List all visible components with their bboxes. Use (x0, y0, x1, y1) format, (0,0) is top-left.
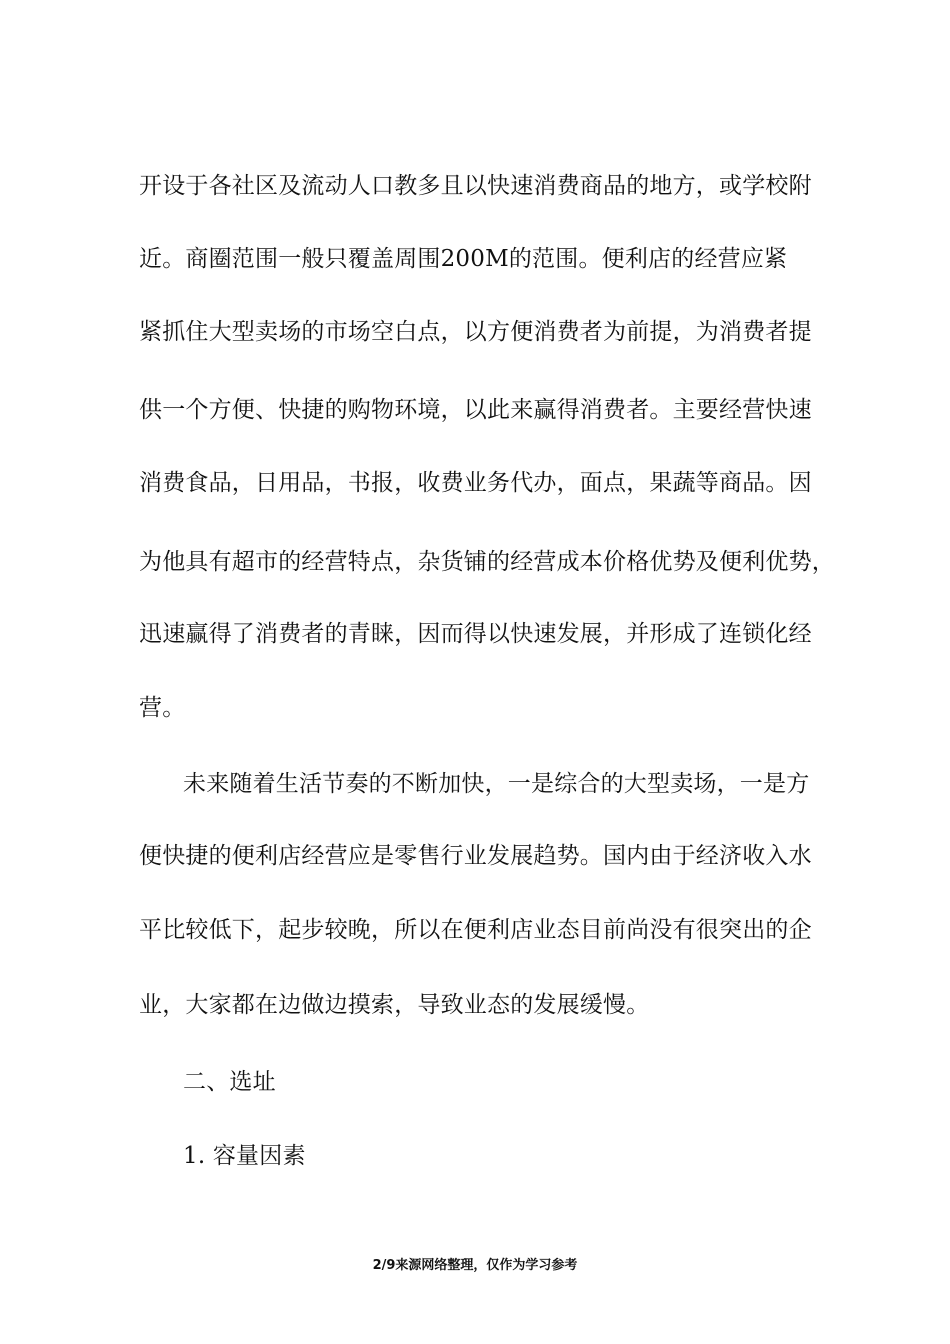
text-line: 营。 (139, 695, 186, 721)
text-line: 近。商圈范围一般只覆盖周围200M的范围。便利店的经营应紧 (139, 246, 788, 272)
section-heading: 二、选址 (183, 1069, 276, 1095)
text-line: 业，大家都在边做边摸索，导致业态的发展缓慢。 (139, 992, 650, 1018)
text-line: 迅速赢得了消费者的青睐，因而得以快速发展，并形成了连锁化经 (139, 621, 812, 647)
text-line: 未来随着生活节奏的不断加快，一是综合的大型卖场，一是方 (183, 771, 810, 797)
text-line: 开设于各社区及流动人口教多且以快速消费商品的地方，或学校附 (139, 173, 812, 199)
text-line: 供一个方便、快捷的购物环境，以此来赢得消费者。主要经营快速 (139, 397, 812, 423)
text-line: 为他具有超市的经营特点，杂货铺的经营成本价格优势及便利优势， (139, 549, 835, 575)
page-footer: 2/9来源网络整理，仅作为学习参考 (372, 1258, 578, 1273)
text-line: 紧抓住大型卖场的市场空白点，以方便消费者为前提，为消费者提 (139, 319, 812, 345)
text-line: 便快捷的便利店经营应是零售行业发展趋势。国内由于经济收入水 (139, 843, 812, 869)
text-line: 平比较低下，起步较晚，所以在便利店业态目前尚没有很突出的企 (139, 917, 812, 943)
text-line: 消费食品，日用品，书报，收费业务代办，面点，果蔬等商品。因 (139, 470, 812, 496)
subsection-heading: 1. 容量因素 (183, 1143, 306, 1169)
